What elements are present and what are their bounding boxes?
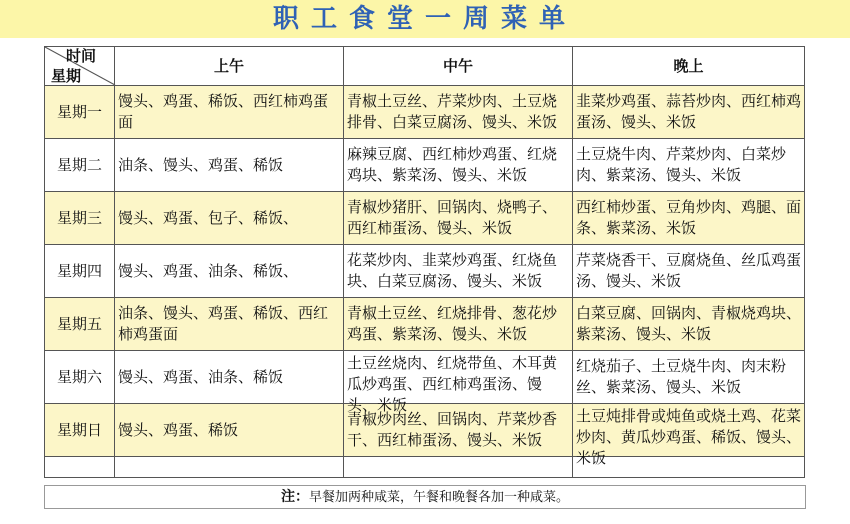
noon-cell: 青椒炒肉丝、回锅肉、芹菜炒香干、西红柿蛋汤、馒头、米饭 xyxy=(344,404,573,457)
noon-cell: 青椒土豆丝、芹菜炒肉、土豆烧排骨、白菜豆腐汤、馒头、米饭 xyxy=(344,86,573,139)
evening-cell: 芹菜烧香干、豆腐烧鱼、丝瓜鸡蛋汤、馒头、米饭 xyxy=(573,245,805,298)
evening-cell: 白菜豆腐、回锅肉、青椒烧鸡块、紫菜汤、馒头、米饭 xyxy=(573,298,805,351)
corner-cell xyxy=(45,47,115,86)
table-row xyxy=(45,245,805,298)
day-cell: 星期五 xyxy=(45,298,115,351)
empty-row xyxy=(45,457,805,478)
day-cell: 星期三 xyxy=(45,192,115,245)
noon-cell: 青椒炒猪肝、回锅肉、烧鸭子、西红柿蛋汤、馒头、米饭 xyxy=(344,192,573,245)
morning-cell: 油条、馒头、鸡蛋、稀饭、西红柿鸡蛋面 xyxy=(115,298,344,351)
evening-cell: 红烧茄子、土豆烧牛肉、肉末粉丝、紫菜汤、馒头、米饭 xyxy=(573,351,805,404)
col-header-noon: 中午 xyxy=(344,47,573,86)
table-row xyxy=(45,192,805,245)
day-cell: 星期二 xyxy=(45,139,115,192)
noon-cell: 青椒土豆丝、红烧排骨、葱花炒鸡蛋、紫菜汤、馒头、米饭 xyxy=(344,298,573,351)
header-row xyxy=(45,47,805,86)
day-cell: 星期四 xyxy=(45,245,115,298)
noon-cell: 花菜炒肉、韭菜炒鸡蛋、红烧鱼块、白菜豆腐汤、馒头、米饭 xyxy=(344,245,573,298)
table-row xyxy=(45,404,805,457)
empty-cell xyxy=(45,457,115,478)
empty-cell xyxy=(573,457,805,478)
evening-cell: 土豆炖排骨或炖鱼或烧土鸡、花菜炒肉、黄瓜炒鸡蛋、稀饭、馒头、米饭 xyxy=(573,404,805,457)
evening-cell: 西红柿炒蛋、豆角炒肉、鸡腿、面条、紫菜汤、米饭 xyxy=(573,192,805,245)
morning-cell: 油条、馒头、鸡蛋、稀饭 xyxy=(115,139,344,192)
table-row xyxy=(45,139,805,192)
day-cell: 星期日 xyxy=(45,404,115,457)
morning-cell: 馒头、鸡蛋、包子、稀饭、 xyxy=(115,192,344,245)
footnote xyxy=(44,485,806,509)
day-cell: 星期六 xyxy=(45,351,115,404)
noon-cell: 土豆丝烧肉、红烧带鱼、木耳黄瓜炒鸡蛋、西红柿鸡蛋汤、馒头、米饭 xyxy=(344,351,573,404)
page-title: 职工食堂一周菜单 xyxy=(272,4,577,34)
footnote-label: 注： xyxy=(280,489,309,505)
footnote-text: 早餐加两种咸菜，午餐和晚餐各加一种咸菜。 xyxy=(308,490,569,505)
empty-cell xyxy=(344,457,573,478)
morning-cell: 馒头、鸡蛋、油条、稀饭 xyxy=(115,351,344,404)
col-header-evening: 晚上 xyxy=(573,47,805,86)
table-row xyxy=(45,86,805,139)
evening-cell: 土豆烧牛肉、芹菜炒肉、白菜炒肉、紫菜汤、馒头、米饭 xyxy=(573,139,805,192)
day-cell: 星期一 xyxy=(45,86,115,139)
corner-weekday-label: 星期 xyxy=(51,67,82,85)
morning-cell: 馒头、鸡蛋、油条、稀饭、 xyxy=(115,245,344,298)
evening-cell: 韭菜炒鸡蛋、蒜苔炒肉、西红柿鸡蛋汤、馒头、米饭 xyxy=(573,86,805,139)
morning-cell: 馒头、鸡蛋、稀饭、西红柿鸡蛋面 xyxy=(115,86,344,139)
menu-table xyxy=(44,46,805,478)
col-header-morning: 上午 xyxy=(115,47,344,86)
table-row xyxy=(45,298,805,351)
noon-cell: 麻辣豆腐、西红柿炒鸡蛋、红烧鸡块、紫菜汤、馒头、米饭 xyxy=(344,139,573,192)
empty-cell xyxy=(115,457,344,478)
table-row xyxy=(45,351,805,404)
morning-cell: 馒头、鸡蛋、稀饭 xyxy=(115,404,344,457)
corner-time-label: 时间 xyxy=(65,47,96,65)
